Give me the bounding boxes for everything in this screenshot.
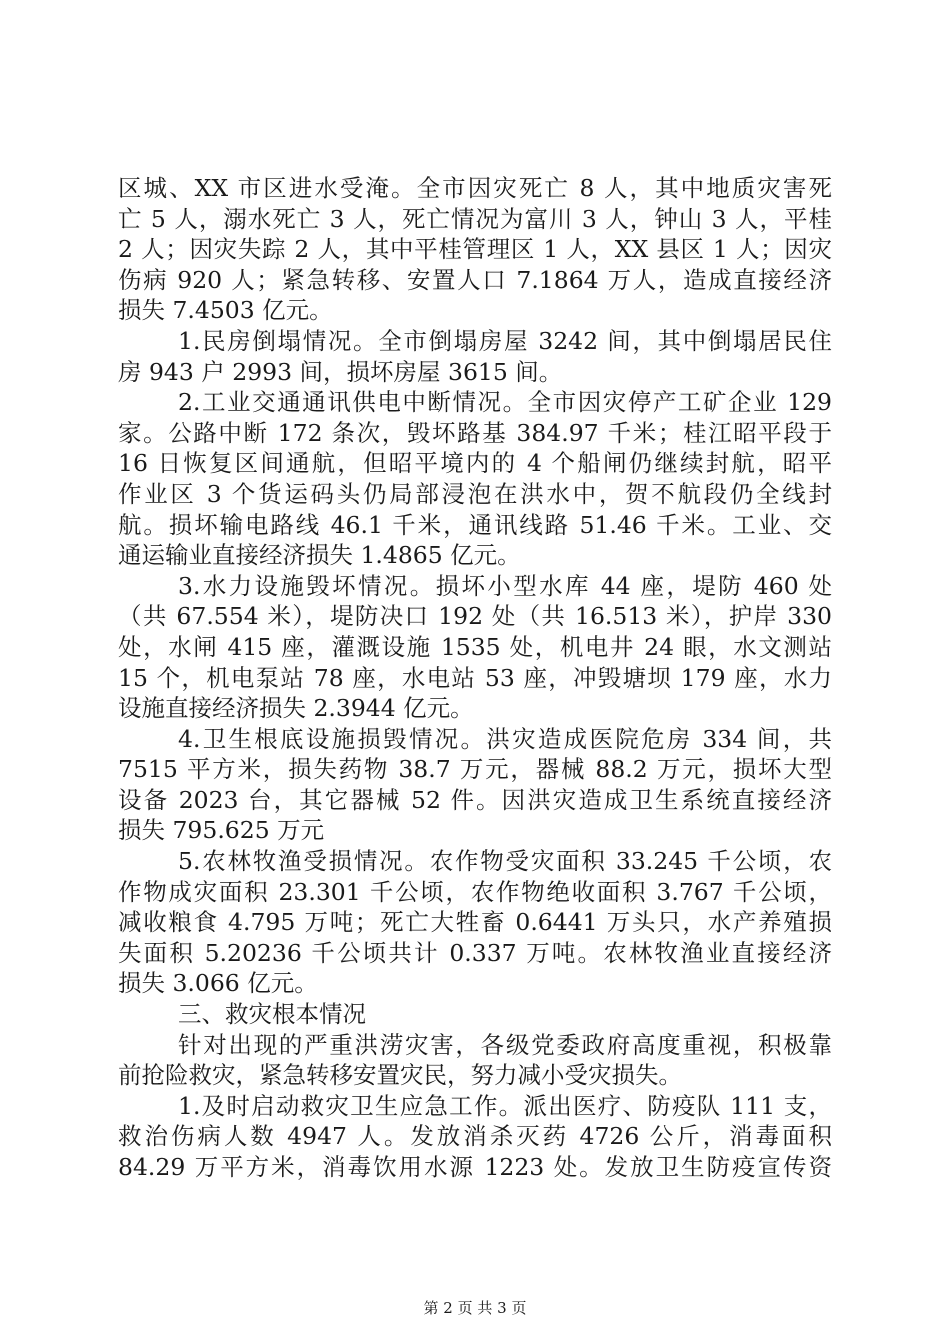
text-line: 1.民房倒塌情况。全市倒塌房屋 3242 间，其中倒塌居民住 [178,326,832,355]
text-line: 15 个，机电泵站 78 座，水电站 53 座，冲毁塘坝 179 座，水力 [118,663,832,692]
document-body [118,173,832,1183]
section-heading-text: 三、救灾根本情况 [178,1000,366,1029]
text-line: 4.卫生根底设施损毁情况。洪灾造成医院危房 334 间，共 [178,724,832,753]
text-line: 航。损坏输电路线 46.1 千米，通讯线路 51.46 千米。工业、交 [118,510,832,539]
paragraph-casualties [118,173,832,326]
text-line: 房 943 户 2993 间，损坏房屋 3615 间。 [118,357,563,386]
text-line: 作物成灾面积 23.301 千公顷，农作物绝收面积 3.767 千公顷， [118,877,832,906]
text-line: 救治伤病人数 4947 人。发放消杀灭药 4726 公斤，消毒面积 [118,1122,832,1151]
page-footer: 第 2 页 共 3 页 [423,1299,527,1317]
text-line: 亡 5 人，溺水死亡 3 人，死亡情况为富川 3 人，钟山 3 人，平桂 [118,204,832,233]
section-heading [118,999,832,1030]
text-line: 损失 7.4503 亿元。 [118,296,333,325]
text-line: 损失 795.625 万元 [118,816,325,845]
text-line: 2.工业交通通讯供电中断情况。全市因灾停产工矿企业 129 [178,388,832,417]
paragraph-agriculture [118,846,832,999]
text-line: 作业区 3 个货运码头仍局部浸泡在洪水中，贺不航段仍全线封 [118,479,832,508]
text-line: 3.水力设施毁坏情况。损坏小型水库 44 座，堤防 460 处 [178,571,832,600]
paragraph-health-infrastructure [118,724,832,846]
text-line: 损失 3.066 亿元。 [118,969,318,998]
text-line: 前抢险救灾，紧急转移安置灾民，努力减小受灾损失。 [118,1061,682,1090]
paragraph-industry-transport [118,387,832,571]
paragraph-health-emergency [118,1091,832,1183]
text-line: 减收粮食 4.795 万吨；死亡大牲畜 0.6441 万头只，水产养殖损 [118,908,832,937]
text-line: 区城、XX 市区进水受淹。全市因灾死亡 8 人，其中地质灾害死 [118,174,832,202]
text-line: 2 人；因灾失踪 2 人，其中平桂管理区 1 人，XX 县区 1 人；因灾 [118,235,832,264]
text-line: 处，水闸 415 座，灌溉设施 1535 处，机电井 24 眼，水文测站 [118,632,832,661]
text-line: 伤病 920 人；紧急转移、安置人口 7.1864 万人，造成直接经济 [118,265,832,294]
text-line: 7515 平方米，损失药物 38.7 万元，器械 88.2 万元，损坏大型 [118,755,832,784]
text-line: 16 日恢复区间通航，但昭平境内的 4 个船闸仍继续封航，昭平 [118,449,832,478]
text-line: 通运输业直接经济损失 1.4865 亿元。 [118,541,521,570]
text-line: 设施直接经济损失 2.3944 亿元。 [118,694,474,723]
paragraph-water-facilities [118,571,832,724]
paragraph-housing-collapse [118,326,832,387]
text-line: 5.农林牧渔受损情况。农作物受灾面积 33.245 千公顷，农 [178,847,832,876]
text-line: 失面积 5.20236 千公顷共计 0.337 万吨。农林牧渔业直接经济 [118,938,832,967]
text-line: 84.29 万平方米，消毒饮用水源 1223 处。发放卫生防疫宣传资 [118,1153,832,1181]
text-line: 设备 2023 台，其它器械 52 件。因洪灾造成卫生系统直接经济 [118,785,832,814]
text-line: （共 67.554 米），堤防决口 192 处（共 16.513 米），护岸 330 [118,602,832,631]
text-line: 1.及时启动救灾卫生应急工作。派出医疗、防疫队 111 支， [178,1091,832,1120]
text-line: 家。公路中断 172 条次，毁坏路基 384.97 千米；桂江昭平段于 [118,418,832,447]
text-line: 针对出现的严重洪涝灾害，各级党委政府高度重视，积极靠 [178,1030,832,1059]
paragraph-relief-overview [118,1030,832,1091]
